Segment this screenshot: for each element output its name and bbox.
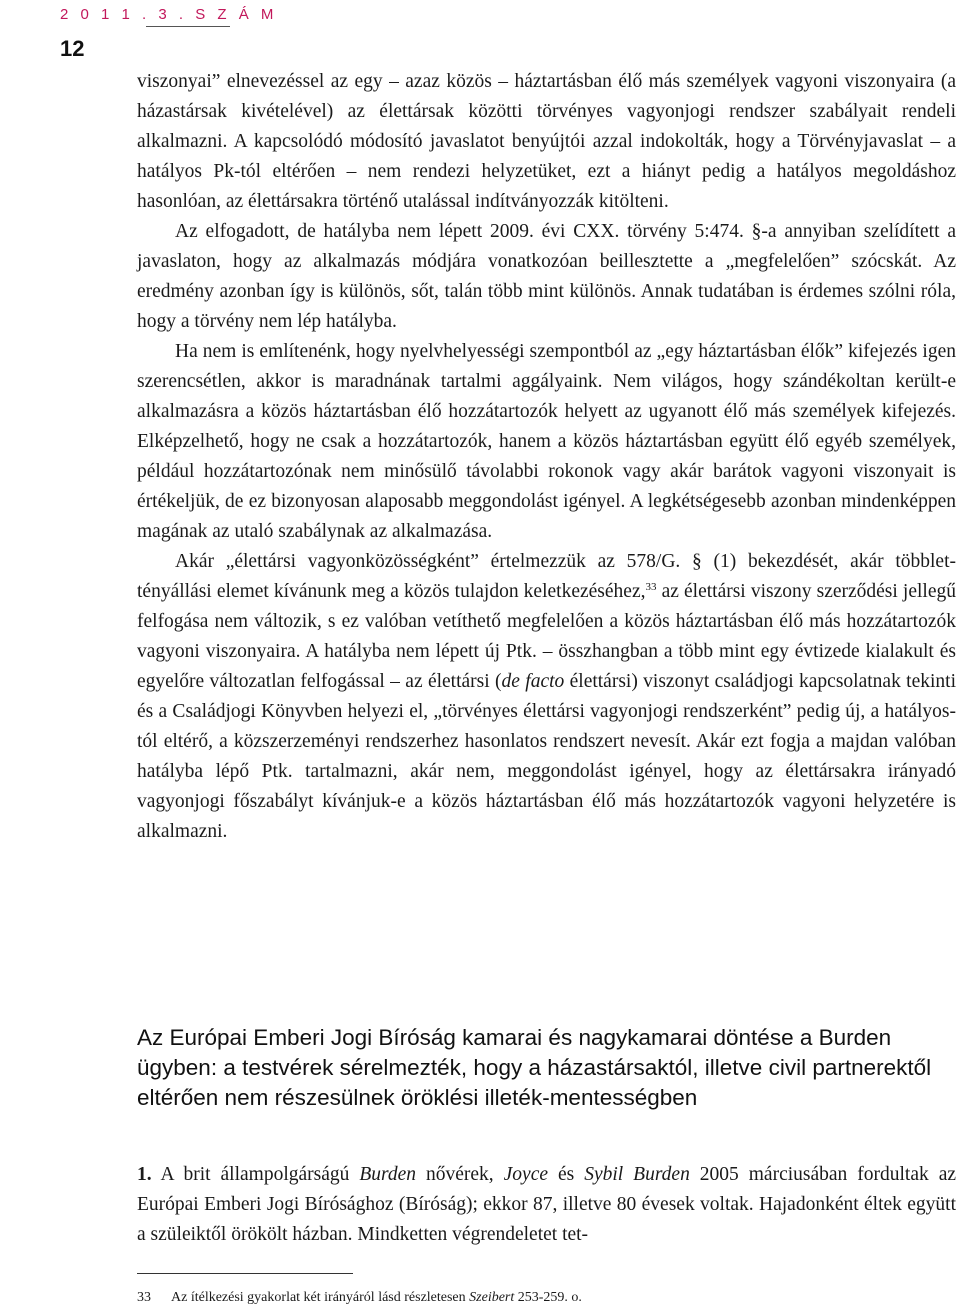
text-run: és bbox=[548, 1164, 585, 1185]
text-run: élettársi) viszonyt családjogi kapcsolatnak tekinti és a Családjogi Könyvben helyezi el, „törvényes élettársi vagyonjogi rendszerként” pedig új, a hatályostól eltérő, a közszerzeményi rendszerhez hasonlatos rendszert nevesít. Akár ezt fogja a majdan valóban hatályba lépő Ptk. tartalmazni, akár nem, meggondolást igényel, hogy az élettársakra irányadó vagyonjogi főszabályt kívánjuk-e a közös háztartásban élő más hozzátartozók vagyoni helyzetére is alkalmazni. bbox=[137, 671, 956, 842]
footnote-rule bbox=[137, 1273, 353, 1274]
text-run: 253-259. o. bbox=[514, 1290, 582, 1305]
header-rule bbox=[146, 26, 230, 27]
section-heading: Az Európai Emberi Jogi Bíróság kamarai és nagykamarai döntése a Burden ügyben: a testvérek sérelmezték, hogy a házastársaktól, illetve civil partnerektől eltérően nem részesülnek öröklési illeték-mentességben bbox=[137, 1025, 932, 1110]
running-head: 2 0 1 1 . 3 . S Z Á M bbox=[60, 6, 278, 23]
text-run: Szeibert bbox=[469, 1290, 515, 1305]
text-run: 2005 márciusában fordultak az Európai Emberi Jogi Bírósághoz (Bíróság); ekkor 87, illetve 80 évesek voltak. Hajadonként éltek együtt a szüleiktől örökölt házban. Mindketten végrendeletet tet- bbox=[137, 1164, 957, 1245]
text-run: Sybil Burden bbox=[584, 1164, 690, 1185]
section-body bbox=[137, 1160, 956, 1250]
text-run: Az elfogadott, de hatályba nem lépett 2009. évi CXX. törvény 5:474. §-a annyiban szelídített a javaslaton, hogy az alkalmazás módjára vonatkozóan beillesztette a „megfelelően” szócskát. Az eredmény azonban így is különös, sőt, talán több mint különös. Annak tudatában is érdemes szólni róla, hogy a törvény nem lép hatályba. bbox=[137, 221, 956, 332]
text-run: nővérek, bbox=[416, 1164, 504, 1185]
body-text bbox=[137, 67, 956, 847]
paragraph-2 bbox=[137, 217, 956, 337]
section-paragraph-1 bbox=[137, 1160, 956, 1250]
text-run: Joyce bbox=[503, 1164, 549, 1185]
text-run: 1. bbox=[137, 1164, 152, 1185]
paragraph-1 bbox=[137, 67, 956, 217]
text-run: az élettársi viszony szerződési jellegű felfogása nem változik, s ez valóban vetíthető megfelelően a közös háztartásban élő más hozzátartozók vagyoni viszonyaira. A hatályba nem lépett új Ptk. – összhangban a több mint egy évtizede kialakult és egyelőre változatlan felfogással – az élettársi ( bbox=[137, 581, 956, 692]
text-run: Az ítélkezési gyakorlat két irányáról lásd részletesen bbox=[171, 1290, 470, 1305]
footnote-text bbox=[171, 1290, 582, 1305]
text-run: de facto bbox=[501, 671, 565, 692]
footnote-ref: 33 bbox=[645, 581, 657, 593]
paragraph-4 bbox=[137, 547, 956, 847]
page-number: 12 bbox=[60, 36, 85, 61]
paragraph-3 bbox=[137, 337, 956, 547]
text-run: Burden bbox=[359, 1164, 417, 1185]
footnote bbox=[137, 1289, 956, 1307]
text-run: A brit állampolgárságú bbox=[151, 1164, 360, 1185]
text-run: Akár „élettársi vagyonközösségként” értelmezzük az 578/G. § (1) bekezdését, akár többlet-tényállási elemet kívánunk meg a közös tulajdon keletkezéséhez, bbox=[137, 551, 956, 602]
footnote-number: 33 bbox=[137, 1290, 151, 1305]
text-run: Ha nem is említenénk, hogy nyelvhelyességi szempontból az „egy háztartásban élők” kifejezés igen szerencsétlen, akkor is maradnának tartalmi aggályaink. Nem világos, hogy szándékoltan került-e alkalmazásra a közös háztartásban élő hozzátartozók helyett az ugyanott élő más személyek kifejezés. Elképzelhető, hogy ne csak a hozzátartozók, hanem a közös háztartásban együtt élő egyéb személyek, például hozzátartozónak nem minősülő távolabbi rokonok vagy akár barátok vagyoni viszonyait is értékeljük, de ez bizonyosan alaposabb meggondolást igényel. A legkétségesebb azonban mindenképpen magának az utaló szabálynak az alkalmazása. bbox=[137, 341, 956, 542]
text-run: viszonyai” elnevezéssel az egy – azaz közös – háztartásban élő más személyek vagyoni viszonyaira (a házastársak kivételével) az élettársak közötti törvényes vagyonjogi rendszer szabályait rendeli alkalmazni. A kapcsolódó módosító javaslatot benyújtói azzal indokolták, hogy a Törvényjavaslat – a hatályos Pk-tól eltérően – nem rendezi helyzetüket, ezt a hiányt pedig a hatályos megoldáshoz hasonlóan, az élettársakra történő utalással indítványozzák kitölteni. bbox=[137, 71, 956, 212]
